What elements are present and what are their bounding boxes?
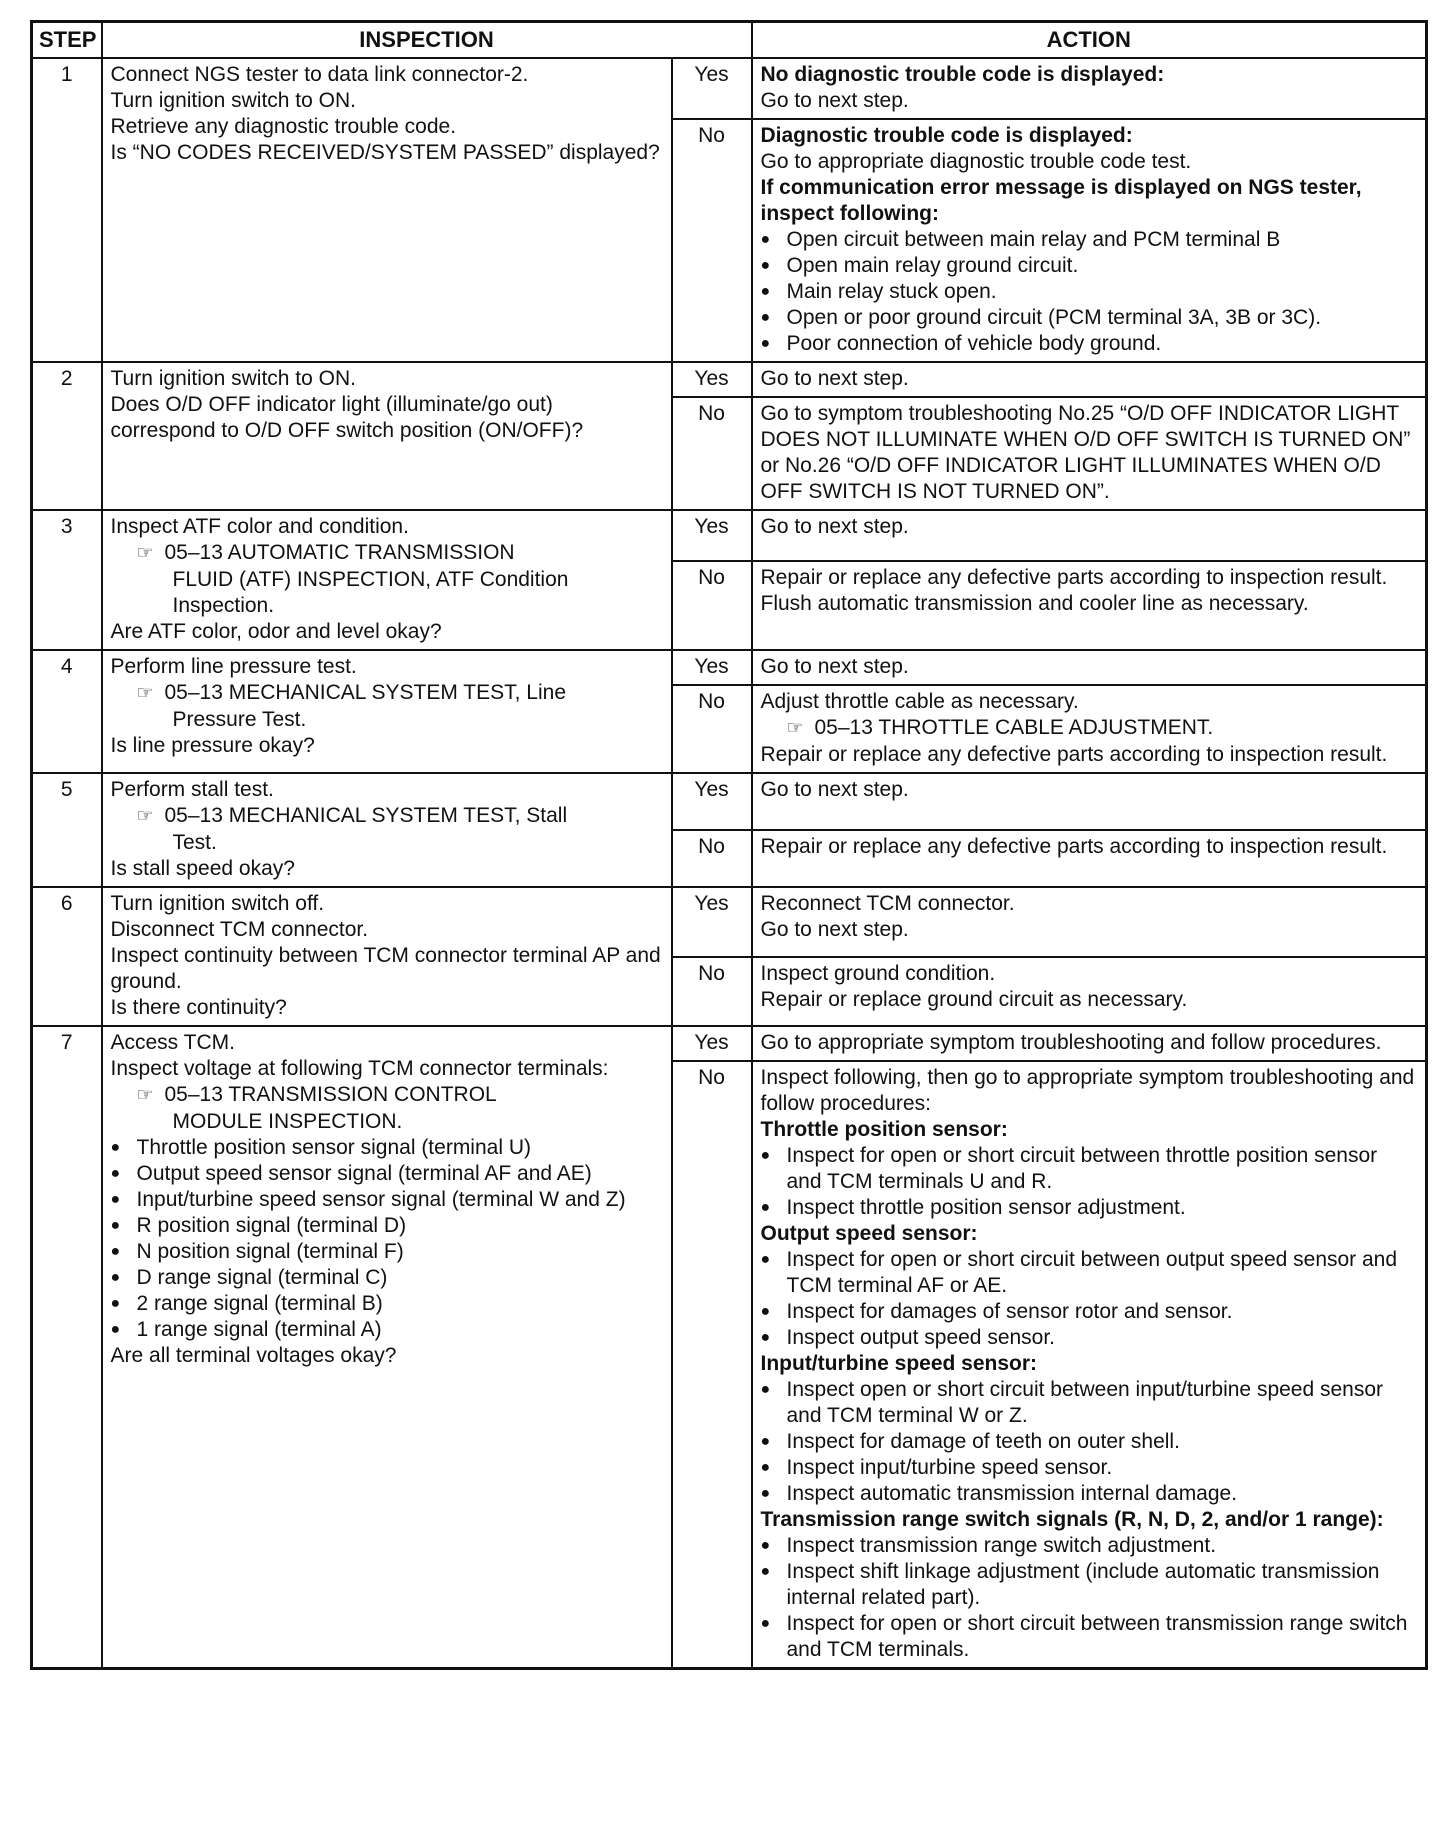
bullet-item: [761, 1377, 1418, 1429]
troubleshooting-table: [30, 20, 1428, 1670]
bullet-icon: ●: [760, 309, 771, 326]
text-line: Inspect ATF color and condition.: [110, 515, 409, 538]
text-line: Retrieve any diagnostic trouble code.: [110, 115, 457, 138]
table-row: [32, 510, 1427, 561]
table-header-row: [32, 22, 1427, 59]
bullet-icon: ●: [760, 1433, 771, 1450]
bullet-item: [761, 1559, 1418, 1611]
yes-action-cell: [752, 773, 1427, 830]
bold-heading-line: Input/turbine speed sensor:: [760, 1352, 1038, 1375]
pointing-hand-icon: ☞: [136, 683, 154, 704]
bullet-icon: ●: [760, 1615, 771, 1632]
step-number: 1: [32, 58, 102, 362]
bullet-item: [761, 1325, 1418, 1351]
bullet-item: [111, 1161, 663, 1187]
reference-line: [111, 540, 663, 567]
text-line: Inspect voltage at following TCM connector terminals:: [110, 1057, 609, 1080]
reference-line: [111, 680, 663, 707]
yes-label: Yes: [672, 650, 752, 685]
text-line: Adjust throttle cable as necessary.: [760, 690, 1079, 713]
text-line: Reconnect TCM connector.: [760, 892, 1015, 915]
text-line: Go to next step.: [760, 655, 909, 678]
step-number: 4: [32, 650, 102, 773]
bullet-icon: ●: [760, 1485, 771, 1502]
bullet-item: [761, 305, 1418, 331]
bullet-item: [761, 227, 1418, 253]
yes-label: Yes: [672, 58, 752, 119]
pointing-hand-icon: ☞: [136, 543, 154, 564]
text-line: Go to next step.: [760, 367, 909, 390]
no-action-cell: [752, 561, 1427, 650]
no-action-cell: [752, 397, 1427, 510]
reference-continuation: MODULE INSPECTION.: [172, 1110, 403, 1133]
yes-label: Yes: [672, 887, 752, 957]
text-line: Is stall speed okay?: [110, 857, 295, 880]
table-row: [32, 773, 1427, 830]
bullet-icon: ●: [760, 1381, 771, 1398]
bullet-icon: ●: [110, 1269, 121, 1286]
header-action: ACTION: [752, 22, 1427, 59]
text-line: Perform stall test.: [110, 778, 274, 801]
bullet-icon: ●: [110, 1139, 121, 1156]
bullet-item: [761, 1481, 1418, 1507]
document-page: [30, 20, 1425, 1670]
bullet-item: [761, 1143, 1418, 1195]
bullet-text: Throttle position sensor signal (terminal U): [136, 1136, 531, 1159]
reference-text: 05–13 MECHANICAL SYSTEM TEST, Line: [164, 681, 566, 704]
text-line: Repair or replace any defective parts according to inspection result.: [760, 566, 1388, 590]
text-line: Is “NO CODES RECEIVED/SYSTEM PASSED” displayed?: [110, 141, 660, 164]
yes-action-cell: [752, 510, 1427, 561]
bullet-text: Main relay stuck open.: [786, 280, 997, 303]
pointing-hand-icon: ☞: [136, 1085, 154, 1106]
inspection-cell: [102, 58, 672, 362]
no-action-cell: [752, 685, 1427, 773]
bullet-icon: ●: [110, 1191, 121, 1208]
reference-continuation: FLUID (ATF) INSPECTION, ATF Condition Inspection.: [172, 568, 569, 617]
bullet-text: Inspect transmission range switch adjustment.: [786, 1534, 1217, 1557]
bullet-text: Poor connection of vehicle body ground.: [786, 332, 1162, 355]
yes-label: Yes: [672, 362, 752, 397]
yes-action-cell: [752, 362, 1427, 397]
text-line: Go to next step.: [760, 515, 909, 538]
yes-action-cell: [752, 1026, 1427, 1061]
bullet-text: Output speed sensor signal (terminal AF and AE): [136, 1162, 592, 1185]
text-line: Go to next step.: [760, 89, 909, 112]
text-line: Disconnect TCM connector.: [110, 918, 369, 941]
inspection-cell: [102, 1026, 672, 1669]
bullet-item: [111, 1187, 663, 1213]
text-line: Flush automatic transmission and cooler line as necessary.: [760, 592, 1309, 616]
bullet-text: N position signal (terminal F): [136, 1240, 404, 1263]
bullet-icon: ●: [760, 283, 771, 300]
text-line: Inspect following, then go to appropriate symptom troubleshooting and follow procedures:: [760, 1066, 1415, 1115]
bullet-icon: ●: [760, 231, 771, 248]
bullet-icon: ●: [760, 1303, 771, 1320]
bullet-text: D range signal (terminal C): [136, 1266, 388, 1289]
text-line: Does O/D OFF indicator light (illuminate/go out) correspond to O/D OFF switch position (ON/OFF)?: [110, 393, 584, 442]
bullet-icon: ●: [760, 1199, 771, 1216]
no-label: No: [672, 830, 752, 887]
bullet-icon: ●: [760, 1459, 771, 1476]
bullet-text: Open main relay ground circuit.: [786, 254, 1079, 277]
table-row: [32, 362, 1427, 397]
header-step: STEP: [32, 22, 102, 59]
bullet-text: Inspect open or short circuit between input/turbine speed sensor and TCM terminal W or Z.: [786, 1378, 1384, 1427]
bullet-text: Open or poor ground circuit (PCM terminal 3A, 3B or 3C).: [786, 306, 1322, 329]
no-label: No: [672, 685, 752, 773]
bullet-text: Input/turbine speed sensor signal (terminal W and Z): [136, 1188, 626, 1211]
text-line: Repair or replace any defective parts according to inspection result.: [760, 743, 1388, 766]
reference-text: 05–13 TRANSMISSION CONTROL: [164, 1083, 497, 1106]
text-line: Turn ignition switch off.: [110, 892, 325, 915]
reference-continuation: Test.: [172, 831, 217, 854]
bullet-text: Inspect for open or short circuit between transmission range switch and TCM terminals.: [786, 1612, 1408, 1661]
bullet-text: Inspect output speed sensor.: [786, 1326, 1056, 1349]
no-action-cell: [752, 1061, 1427, 1669]
bullet-text: Open circuit between main relay and PCM terminal B: [786, 228, 1281, 251]
text-line: Is line pressure okay?: [110, 734, 315, 757]
text-line: Repair or replace ground circuit as necessary.: [760, 987, 1188, 1011]
bullet-text: Inspect shift linkage adjustment (include automatic transmission internal related part).: [786, 1560, 1380, 1609]
text-line: Turn ignition switch to ON.: [110, 89, 356, 112]
bullet-icon: ●: [110, 1243, 121, 1260]
bullet-item: [761, 1195, 1418, 1221]
no-label: No: [672, 957, 752, 1027]
no-action-cell: [752, 830, 1427, 887]
pointing-hand-icon: ☞: [786, 718, 804, 739]
reference-line: [111, 803, 663, 830]
bullet-item: [111, 1291, 663, 1317]
step-number: 5: [32, 773, 102, 887]
reference-text: 05–13 MECHANICAL SYSTEM TEST, Stall: [164, 804, 568, 827]
bullet-text: Inspect for open or short circuit between throttle position sensor and TCM terminals U and R.: [786, 1144, 1378, 1193]
bullet-icon: ●: [760, 1147, 771, 1164]
bullet-text: Inspect throttle position sensor adjustment.: [786, 1196, 1186, 1219]
bullet-icon: ●: [110, 1321, 121, 1338]
table-row: [32, 887, 1427, 957]
bullet-item: [761, 1533, 1418, 1559]
bullet-item: [111, 1317, 663, 1343]
bullet-icon: ●: [110, 1217, 121, 1234]
bullet-text: Inspect automatic transmission internal damage.: [786, 1482, 1238, 1505]
yes-action-cell: [752, 650, 1427, 685]
text-line: Access TCM.: [110, 1031, 235, 1054]
pointing-hand-icon: ☞: [136, 806, 154, 827]
bullet-text: 2 range signal (terminal B): [136, 1292, 383, 1315]
bullet-item: [761, 1611, 1418, 1663]
bullet-item: [761, 1429, 1418, 1455]
no-label: No: [672, 1061, 752, 1669]
text-line: Turn ignition switch to ON.: [110, 367, 356, 390]
bullet-text: Inspect for damage of teeth on outer shell.: [786, 1430, 1180, 1453]
text-line: Go to appropriate symptom troubleshooting and follow procedures.: [760, 1031, 1382, 1054]
bullet-item: [761, 1455, 1418, 1481]
table-row: [32, 1026, 1427, 1061]
yes-action-cell: [752, 58, 1427, 119]
text-line: Perform line pressure test.: [110, 655, 357, 678]
reference-text: 05–13 THROTTLE CABLE ADJUSTMENT.: [814, 716, 1214, 739]
bullet-item: [761, 1299, 1418, 1325]
inspection-cell: [102, 773, 672, 887]
header-inspection: INSPECTION: [102, 22, 752, 59]
bullet-item: [761, 253, 1418, 279]
bold-heading-line: Output speed sensor:: [760, 1222, 978, 1245]
step-number: 2: [32, 362, 102, 510]
text-line: Inspect ground condition.: [760, 961, 996, 985]
text-line: Go to appropriate diagnostic trouble code test.: [760, 150, 1192, 173]
bullet-item: [111, 1265, 663, 1291]
text-line: Is there continuity?: [110, 996, 287, 1019]
text-line: Inspect continuity between TCM connector terminal AP and ground.: [110, 944, 661, 993]
yes-label: Yes: [672, 1026, 752, 1061]
step-number: 6: [32, 887, 102, 1026]
text-line: Go to symptom troubleshooting No.25 “O/D OFF INDICATOR LIGHT DOES NOT ILLUMINATE WHEN O/D OFF SWITCH IS TURNED ON” or No.26 “O/D OFF INDICATOR LIGHT ILLUMINATES WHEN O/D OFF SWITCH IS NOT TURNED ON”.: [760, 402, 1411, 503]
inspection-cell: [102, 650, 672, 773]
inspection-cell: [102, 510, 672, 650]
bold-heading-line: If communication error message is displayed on NGS tester, inspect following:: [760, 176, 1362, 225]
bold-heading-line: Transmission range switch signals (R, N, D, 2, and/or 1 range):: [760, 1508, 1384, 1531]
yes-label: Yes: [672, 510, 752, 561]
table-row: [32, 650, 1427, 685]
reference-line: [111, 1082, 663, 1109]
bullet-item: [111, 1135, 663, 1161]
text-line: Are all terminal voltages okay?: [110, 1344, 397, 1367]
step-number: 7: [32, 1026, 102, 1669]
text-line: Connect NGS tester to data link connector-2.: [110, 63, 529, 86]
text-line: Go to next step.: [760, 778, 909, 801]
bullet-icon: ●: [760, 1537, 771, 1554]
yes-label: Yes: [672, 773, 752, 830]
text-line: Repair or replace any defective parts according to inspection result.: [760, 835, 1388, 858]
step-number: 3: [32, 510, 102, 650]
text-line: Go to next step.: [760, 918, 909, 941]
bullet-icon: ●: [110, 1165, 121, 1182]
no-action-cell: [752, 957, 1427, 1027]
bullet-icon: ●: [110, 1295, 121, 1312]
no-label: No: [672, 561, 752, 650]
no-action-cell: [752, 119, 1427, 362]
yes-action-cell: [752, 887, 1427, 957]
reference-continuation: Pressure Test.: [172, 708, 307, 731]
bullet-text: Inspect for damages of sensor rotor and sensor.: [786, 1300, 1233, 1323]
bullet-icon: ●: [760, 257, 771, 274]
bullet-item: [111, 1239, 663, 1265]
text-line: Are ATF color, odor and level okay?: [110, 620, 442, 643]
table-body: [32, 58, 1427, 1669]
reference-line: [761, 715, 1418, 742]
bullet-icon: ●: [760, 335, 771, 352]
no-label: No: [672, 397, 752, 510]
inspection-cell: [102, 887, 672, 1026]
bold-heading-line: No diagnostic trouble code is displayed:: [760, 63, 1165, 86]
bold-heading-line: Diagnostic trouble code is displayed:: [760, 124, 1133, 147]
bullet-item: [761, 1247, 1418, 1299]
bullet-icon: ●: [760, 1329, 771, 1346]
reference-text: 05–13 AUTOMATIC TRANSMISSION: [164, 541, 515, 564]
bullet-item: [111, 1213, 663, 1239]
bullet-item: [761, 331, 1418, 357]
inspection-cell: [102, 362, 672, 510]
bullet-text: Inspect for open or short circuit between output speed sensor and TCM terminal AF or AE.: [786, 1248, 1398, 1297]
bullet-text: R position signal (terminal D): [136, 1214, 407, 1237]
bullet-item: [761, 279, 1418, 305]
table-row: [32, 58, 1427, 119]
bold-heading-line: Throttle position sensor:: [760, 1118, 1008, 1141]
bullet-text: 1 range signal (terminal A): [136, 1318, 382, 1341]
bullet-icon: ●: [760, 1251, 771, 1268]
bullet-text: Inspect input/turbine speed sensor.: [786, 1456, 1113, 1479]
bullet-icon: ●: [760, 1563, 771, 1580]
no-label: No: [672, 119, 752, 362]
